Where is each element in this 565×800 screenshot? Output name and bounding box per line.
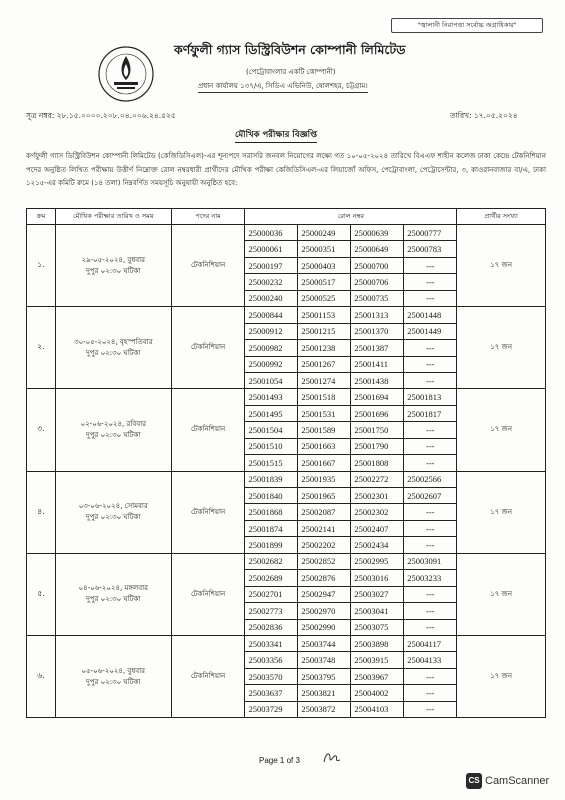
roll-number-cell: 25000232 xyxy=(245,274,298,290)
serial-cell: ১. xyxy=(27,225,56,307)
roll-number-cell: --- xyxy=(404,340,457,356)
roll-number-cell: 25000036 xyxy=(245,225,298,241)
header-serial: ক্রম xyxy=(27,209,56,225)
exam-date: ০৫-০৬-২০২৪, বুধবার xyxy=(81,666,146,675)
table-row xyxy=(27,389,546,405)
roll-number-cell: 25000982 xyxy=(245,340,298,356)
exam-datetime-cell xyxy=(55,471,171,553)
roll-number-cell: 25002202 xyxy=(298,537,351,553)
exam-time: দুপুর ০২:৩০ ঘটিকা xyxy=(86,595,141,604)
roll-number-cell: 25001750 xyxy=(351,422,404,438)
roll-number-cell: 25002689 xyxy=(245,570,298,586)
roll-number-cell: 25001510 xyxy=(245,438,298,454)
roll-number-cell: 25003744 xyxy=(298,635,351,651)
page-number: Page 1 of 3 xyxy=(259,756,300,765)
roll-number-cell: 25000240 xyxy=(245,290,298,306)
post-name-cell: টেকনিশিয়ান xyxy=(171,635,245,717)
notice-title: মৌখিক পরীক্ষার বিজ্ঞপ্তি xyxy=(235,128,317,143)
roll-number-cell: 25001370 xyxy=(351,323,404,339)
roll-number-cell: 25001449 xyxy=(404,323,457,339)
roll-number-cell: 25002272 xyxy=(351,471,404,487)
exam-datetime-cell xyxy=(55,635,171,717)
exam-schedule-table xyxy=(26,208,546,718)
roll-number-cell: 25000912 xyxy=(245,323,298,339)
exam-datetime-cell xyxy=(55,553,171,635)
memo-number: সূত্র নম্বর: ২৮.১৫.০০০০.২০৮.০৪.০০৬.২৪.৫২৫ xyxy=(26,111,176,120)
roll-number-cell: 25003915 xyxy=(351,652,404,668)
roll-number-cell: --- xyxy=(404,356,457,372)
roll-number-cell: 25002947 xyxy=(298,586,351,602)
post-name-cell: টেকনিশিয়ান xyxy=(171,471,245,553)
header-roll: রোল নম্বর xyxy=(245,209,457,225)
roll-number-cell: 25001935 xyxy=(298,471,351,487)
serial-cell: ৫. xyxy=(27,553,56,635)
serial-cell: ২. xyxy=(27,307,56,389)
roll-number-cell: --- xyxy=(404,537,457,553)
roll-number-cell: --- xyxy=(404,438,457,454)
roll-number-cell: 25002302 xyxy=(351,504,404,520)
roll-number-cell: 25001153 xyxy=(298,307,351,323)
roll-number-cell: 25002434 xyxy=(351,537,404,553)
roll-number-cell: 25003821 xyxy=(298,685,351,701)
roll-number-cell: 25001817 xyxy=(404,405,457,421)
roll-number-cell: 25000403 xyxy=(298,257,351,273)
table-row xyxy=(27,471,546,487)
roll-number-cell: 25002407 xyxy=(351,520,404,536)
roll-number-cell: 25002087 xyxy=(298,504,351,520)
candidate-count-cell: ১৭ জন xyxy=(457,307,546,389)
roll-number-cell: 25003967 xyxy=(351,668,404,684)
roll-number-cell: 25000783 xyxy=(404,241,457,257)
roll-number-cell: 25001411 xyxy=(351,356,404,372)
roll-number-cell: --- xyxy=(404,257,457,273)
table-row xyxy=(27,553,546,569)
roll-number-cell: 25001267 xyxy=(298,356,351,372)
roll-number-cell: 25001493 xyxy=(245,389,298,405)
roll-number-cell: 25001531 xyxy=(298,405,351,421)
serial-cell: ৬. xyxy=(27,635,56,717)
exam-datetime-cell xyxy=(55,225,171,307)
table-body xyxy=(27,225,546,718)
roll-number-cell: 25001238 xyxy=(298,340,351,356)
roll-number-cell: 25003729 xyxy=(245,701,298,717)
exam-datetime-cell xyxy=(55,389,171,471)
roll-number-cell: 25001840 xyxy=(245,488,298,504)
roll-number-cell: 25000351 xyxy=(298,241,351,257)
exam-date: ৩০-০৫-২০২৪, বৃহস্পতিবার xyxy=(74,337,153,346)
roll-number-cell: 25002301 xyxy=(351,488,404,504)
roll-number-cell: 25001589 xyxy=(298,422,351,438)
exam-time: দুপুর ০২:৩০ ঘটিকা xyxy=(86,266,141,275)
roll-number-cell: 25001663 xyxy=(298,438,351,454)
roll-number-cell: 25002682 xyxy=(245,553,298,569)
exam-date: ২৯-০৫-২০২৪, বুধবার xyxy=(81,255,146,264)
roll-number-cell: 25000777 xyxy=(404,225,457,241)
roll-number-cell: 25002566 xyxy=(404,471,457,487)
exam-time: দুপুর ০২:৩০ ঘটিকা xyxy=(86,677,141,686)
exam-date: ০২-০৬-২০২৪, রবিবার xyxy=(80,419,146,428)
roll-number-cell: 25001448 xyxy=(404,307,457,323)
roll-number-cell: 25002141 xyxy=(298,520,351,536)
roll-number-cell: 25000197 xyxy=(245,257,298,273)
roll-number-cell: 25001965 xyxy=(298,488,351,504)
roll-number-cell: --- xyxy=(404,455,457,471)
exam-date: ০৩-০৬-২০২৪, সোমবার xyxy=(78,502,148,511)
notice-body: কর্ণফুলী গ্যাস ডিস্ট্রিবিউশন কোম্পানী লিমিটেড (কেজিডিসিএল)-এর শূন্যপদে সরাসরি জনবল নিয়োগের লক্ষ্যে গত ১০-০৫-২০২৪ তারিখে বিএএফ শাহীন কলেজ ঢাকা কেন্দ্রে টেকনিশিয়ান পদের অনুষ্ঠিত লিখিত পরীক্ষায় উত্তীর্ণ নিম্নোক্ত রোল নম্বরধারী প্রার্থীদের মৌখিক পরীক্ষা কেজিডিসিএল-এর লিয়াজোঁ অফিস, পেট্রোবাংলা, পেট্রোসেন্টার, ৩, কাওরানবাজার বা/এ, ঢাকা ১২১৫-এর কমিটি রুমে (১৪ তলা) নিম্নবর্ণিত সময়সূচি অনুযায়ী অনুষ্ঠিত হবে: xyxy=(26,152,546,187)
roll-number-cell: 25000249 xyxy=(298,225,351,241)
roll-number-cell: 25000517 xyxy=(298,274,351,290)
roll-number-cell: 25002990 xyxy=(298,619,351,635)
roll-number-cell: 25003637 xyxy=(245,685,298,701)
candidate-count-cell: ১৭ জন xyxy=(457,389,546,471)
roll-number-cell: 25003872 xyxy=(298,701,351,717)
exam-time: দুপুর ০২:৩০ ঘটিকা xyxy=(86,430,141,439)
roll-number-cell: 25000525 xyxy=(298,290,351,306)
roll-number-cell: 25002836 xyxy=(245,619,298,635)
roll-number-cell: 25001504 xyxy=(245,422,298,438)
roll-number-cell: 25004002 xyxy=(351,685,404,701)
roll-number-cell: 25002970 xyxy=(298,603,351,619)
roll-number-cell: 25001054 xyxy=(245,372,298,388)
roll-number-cell: 25004133 xyxy=(404,652,457,668)
candidate-count-cell: ১৭ জন xyxy=(457,471,546,553)
roll-number-cell: 25001215 xyxy=(298,323,351,339)
roll-number-cell: 25003748 xyxy=(298,652,351,668)
roll-number-cell: --- xyxy=(404,520,457,536)
slogan-box: "জ্বালানী নিরাপত্তা সর্বোচ্চ অগ্রাধিকার" xyxy=(391,18,543,33)
roll-number-cell: 25002876 xyxy=(298,570,351,586)
exam-time: দুপুর ০২:৩০ ঘটিকা xyxy=(86,513,141,522)
camscanner-label: CamScanner xyxy=(485,774,550,787)
roll-number-cell: 25001813 xyxy=(404,389,457,405)
roll-number-cell: --- xyxy=(404,619,457,635)
serial-cell: ৩. xyxy=(27,389,56,471)
company-logo xyxy=(96,44,156,104)
roll-number-cell: 25001899 xyxy=(245,537,298,553)
roll-number-cell: --- xyxy=(404,504,457,520)
roll-number-cell: --- xyxy=(404,290,457,306)
roll-number-cell: 25003075 xyxy=(351,619,404,635)
roll-number-cell: --- xyxy=(404,372,457,388)
initial-signature xyxy=(322,750,342,766)
roll-number-cell: --- xyxy=(404,701,457,717)
roll-number-cell: 25000844 xyxy=(245,307,298,323)
roll-number-cell: 25000649 xyxy=(351,241,404,257)
issue-date: তারিখ: ১৭.০৫.২০২৪ xyxy=(450,111,518,120)
roll-number-cell: 25003027 xyxy=(351,586,404,602)
roll-number-cell: 25003341 xyxy=(245,635,298,651)
roll-number-cell: 25002852 xyxy=(298,553,351,569)
serial-cell: ৪. xyxy=(27,471,56,553)
roll-number-cell: 25001694 xyxy=(351,389,404,405)
subsidiary-line: (পেট্রোবাংলার একটি কোম্পানী) xyxy=(246,68,336,76)
roll-number-cell: 25004117 xyxy=(404,635,457,651)
table-row xyxy=(27,635,546,651)
roll-number-cell: 25003041 xyxy=(351,603,404,619)
roll-number-cell: 25000992 xyxy=(245,356,298,372)
roll-number-cell: 25003795 xyxy=(298,668,351,684)
table-header-row xyxy=(27,209,546,225)
roll-number-cell: --- xyxy=(404,668,457,684)
roll-number-cell: 25001839 xyxy=(245,471,298,487)
roll-number-cell: 25002995 xyxy=(351,553,404,569)
roll-number-cell: --- xyxy=(404,586,457,602)
roll-number-cell: 25001696 xyxy=(351,405,404,421)
roll-number-cell: 25004103 xyxy=(351,701,404,717)
roll-number-cell: 25003356 xyxy=(245,652,298,668)
roll-number-cell: 25003898 xyxy=(351,635,404,651)
roll-number-cell: --- xyxy=(404,685,457,701)
roll-number-cell: 25003091 xyxy=(404,553,457,569)
roll-number-cell: 25001387 xyxy=(351,340,404,356)
roll-number-cell: 25001495 xyxy=(245,405,298,421)
candidate-count-cell: ১৭ জন xyxy=(457,225,546,307)
roll-number-cell: --- xyxy=(404,603,457,619)
roll-number-cell: 25001515 xyxy=(245,455,298,471)
roll-number-cell: --- xyxy=(404,274,457,290)
roll-number-cell: 25003570 xyxy=(245,668,298,684)
head-office-address: প্রধান কার্যালয় ১৩৭/এ, সিডিএ এভিনিউ, ষোলশহর, চট্টগ্রাম। xyxy=(198,80,368,93)
header-post: পদের নাম xyxy=(171,209,245,225)
roll-number-cell: 25002607 xyxy=(404,488,457,504)
roll-number-cell: 25000061 xyxy=(245,241,298,257)
roll-number-cell: 25000639 xyxy=(351,225,404,241)
camscanner-logo-icon: CS xyxy=(466,773,482,789)
company-name: কর্ণফুলী গ্যাস ডিস্ট্রিবিউশন কোম্পানী লিমিটেড xyxy=(174,42,406,57)
roll-number-cell: 25001313 xyxy=(351,307,404,323)
exam-time: দুপুর ০২:৩০ ঘটিকা xyxy=(86,348,141,357)
roll-number-cell: 25001808 xyxy=(351,455,404,471)
header-count: প্রার্থীর সংখ্যা xyxy=(457,209,546,225)
roll-number-cell: 25000706 xyxy=(351,274,404,290)
roll-number-cell: --- xyxy=(404,422,457,438)
exam-date: ০৪-০৬-২০২৪, মঙ্গলবার xyxy=(78,584,148,593)
table-row xyxy=(27,307,546,323)
roll-number-cell: 25002701 xyxy=(245,586,298,602)
roll-number-cell: 25001518 xyxy=(298,389,351,405)
roll-number-cell: 25003016 xyxy=(351,570,404,586)
camscanner-watermark xyxy=(466,773,549,789)
post-name-cell: টেকনিশিয়ান xyxy=(171,553,245,635)
roll-number-cell: 25000735 xyxy=(351,290,404,306)
candidate-count-cell: ১৭ জন xyxy=(457,635,546,717)
exam-datetime-cell xyxy=(55,307,171,389)
roll-number-cell: 25001438 xyxy=(351,372,404,388)
roll-number-cell: 25000700 xyxy=(351,257,404,273)
header-datetime: মৌখিক পরীক্ষার তারিখ ও সময় xyxy=(55,209,171,225)
roll-number-cell: 25001874 xyxy=(245,520,298,536)
roll-number-cell: 25001274 xyxy=(298,372,351,388)
roll-number-cell: 25002773 xyxy=(245,603,298,619)
post-name-cell: টেকনিশিয়ান xyxy=(171,389,245,471)
roll-number-cell: 25001868 xyxy=(245,504,298,520)
post-name-cell: টেকনিশিয়ান xyxy=(171,307,245,389)
table-row xyxy=(27,225,546,241)
roll-number-cell: 25001790 xyxy=(351,438,404,454)
roll-number-cell: 25001667 xyxy=(298,455,351,471)
post-name-cell: টেকনিশিয়ান xyxy=(171,225,245,307)
candidate-count-cell: ১৭ জন xyxy=(457,553,546,635)
roll-number-cell: 25003233 xyxy=(404,570,457,586)
